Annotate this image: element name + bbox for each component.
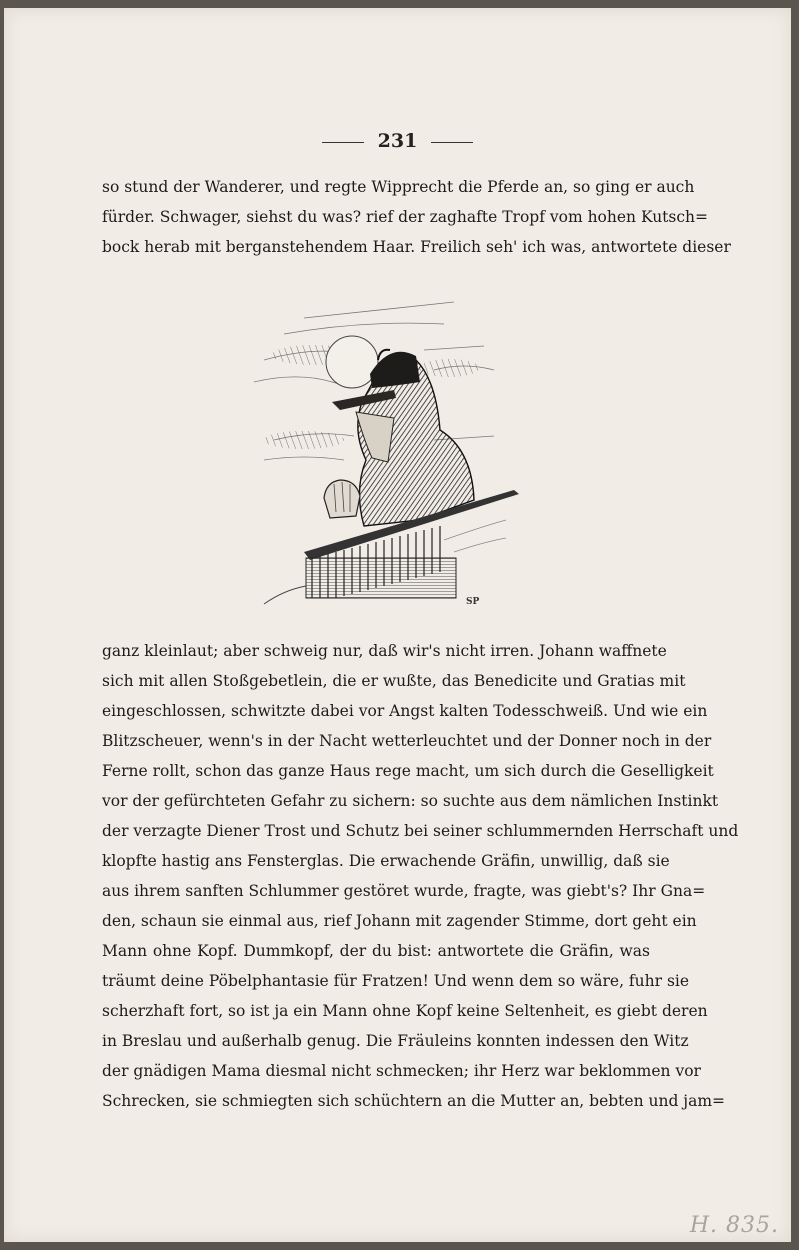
coachman-illustration (244, 290, 534, 610)
text-line: den, schaun sie einmal aus, rief Johann mit zagender Stimme, dort geht ein (102, 912, 697, 930)
text-line: der verzagte Diener Trost und Schutz bei seiner schlummernden Herrschaft und (102, 822, 739, 840)
text-line: fürder. Schwager, siehst du was? rief der zaghafte Tropf vom hohen Kutsch= (102, 208, 709, 226)
header-rule-left (322, 142, 364, 143)
page-number-header (4, 130, 791, 152)
text-line: so stund der Wanderer, und regte Wipprecht die Pferde an, so ging er auch (102, 178, 695, 196)
coachman-with-lantern-engraving (244, 290, 534, 610)
body-text-bottom (102, 636, 739, 1116)
engraver-signature: SP (466, 597, 480, 607)
shelfmark-stamp: H. 835. (689, 1213, 779, 1238)
text-line: klopfte hastig ans Fensterglas. Die erwachende Gräfin, unwillig, daß sie (102, 852, 670, 870)
text-line: vor der gefürchteten Gefahr zu sichern: so suchte aus dem nämlichen Instinkt (102, 792, 719, 810)
text-line: der gnädigen Mama diesmal nicht schmecken; ihr Herz war beklommen vor (102, 1062, 701, 1080)
book-page (4, 8, 791, 1242)
text-line: ganz kleinlaut; aber schweig nur, daß wir's nicht irren. Johann waffnete (102, 642, 667, 660)
text-line: sich mit allen Stoßgebetlein, die er wußte, das Benedicite und Gratias mit (102, 672, 686, 690)
header-rule-right (431, 142, 473, 143)
page-number: 231 (377, 130, 418, 152)
text-line: Mann ohne Kopf. Dummkopf, der du bist: antwortete die Gräfin, was (102, 942, 650, 960)
text-line: träumt deine Pöbelphantasie für Fratzen! Und wenn dem so wäre, fuhr sie (102, 972, 690, 990)
text-line: Schrecken, sie schmiegten sich schüchtern an die Mutter an, bebten und jam= (102, 1092, 726, 1110)
text-line: aus ihrem sanften Schlummer gestöret wurde, fragte, was giebt's? Ihr Gna= (102, 882, 706, 900)
text-line: Blitzscheuer, wenn's in der Nacht wetterleuchtet und der Donner noch in der (102, 732, 712, 750)
text-line: eingeschlossen, schwitzte dabei vor Angst kalten Todesschweiß. Und wie ein (102, 702, 708, 720)
text-line: bock herab mit berganstehendem Haar. Freilich seh' ich was, antwortete dieser (102, 238, 731, 256)
body-text-top (102, 172, 731, 262)
text-line: Ferne rollt, schon das ganze Haus rege macht, um sich durch die Geselligkeit (102, 762, 714, 780)
text-line: scherzhaft fort, so ist ja ein Mann ohne Kopf keine Seltenheit, es giebt deren (102, 1002, 708, 1020)
text-line: in Breslau und außerhalb genug. Die Fräuleins konnten indessen den Witz (102, 1032, 689, 1050)
